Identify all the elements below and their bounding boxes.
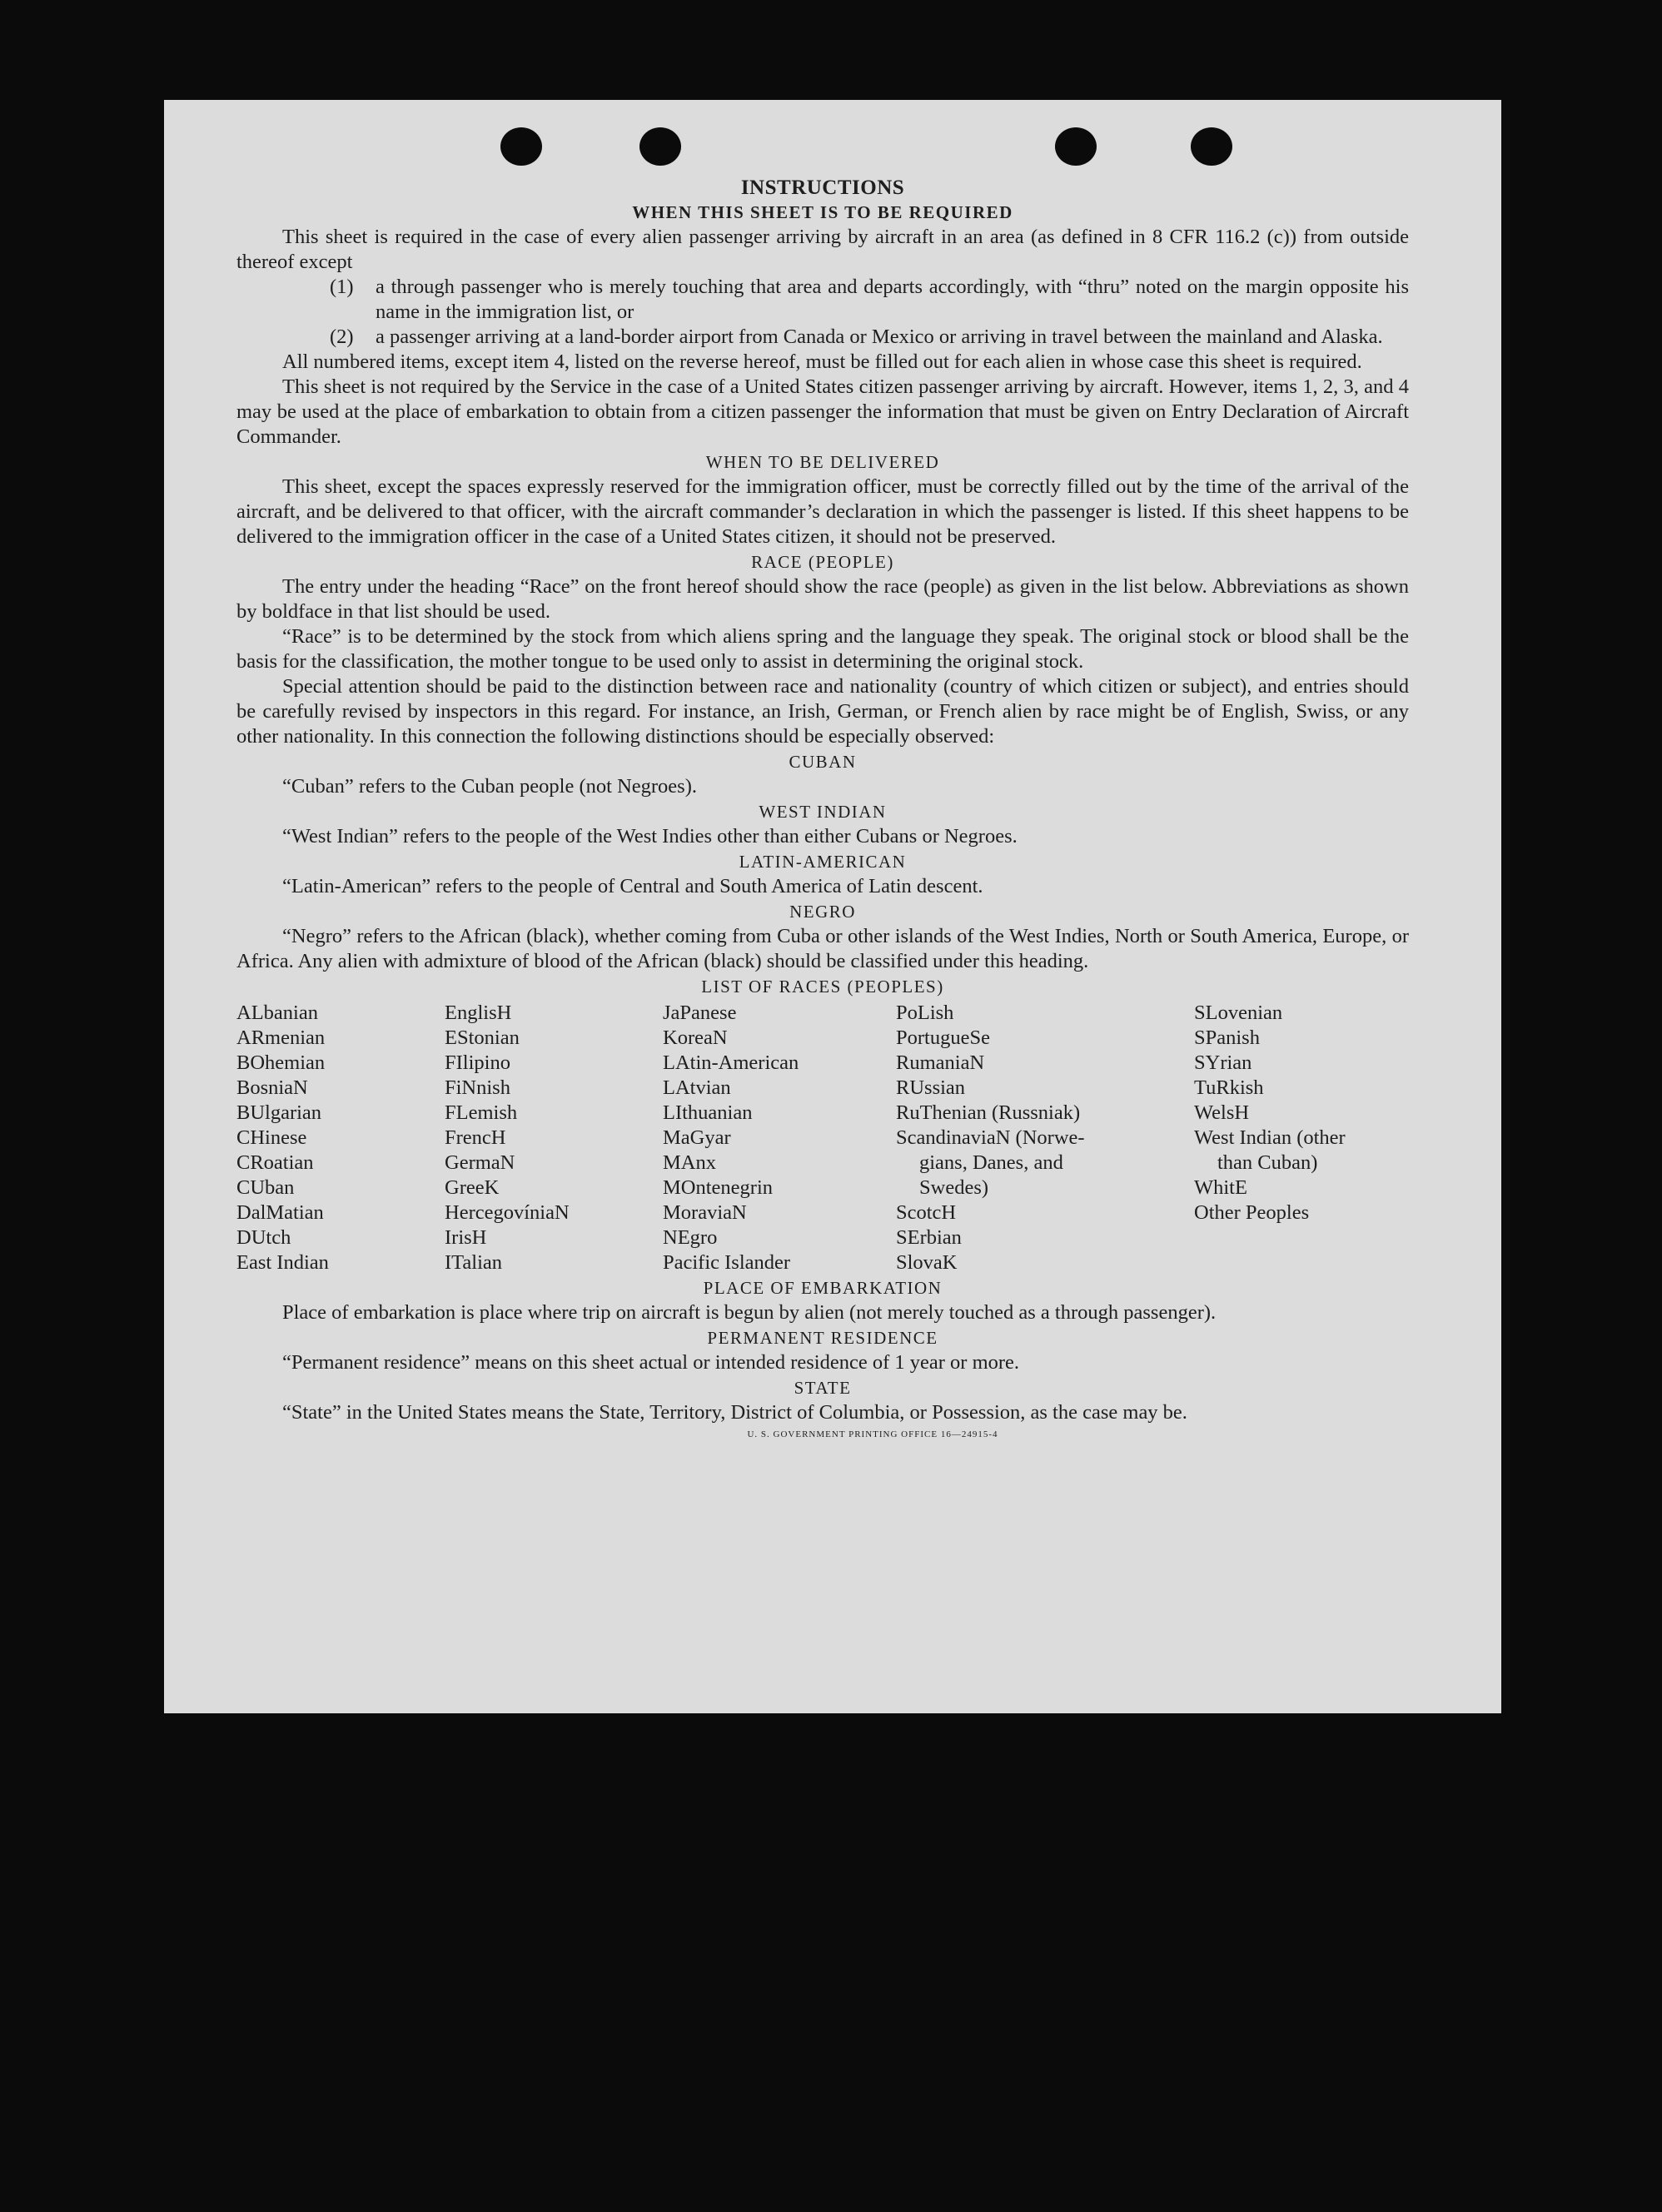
sheet-content [236, 176, 1409, 1444]
section-heading-negro: NEGRO [789, 902, 856, 922]
section-heading-race-list: LIST OF RACES (PEOPLES) [701, 977, 944, 997]
exception-text: a through passenger who is merely touching that area and departs accordingly, with “thru” noted on the margin opposite his name in the immigration list, or [376, 276, 1409, 323]
section-heading-residence: PERMANENT RESIDENCE [707, 1328, 938, 1348]
cuban-text: “Cuban” refers to the Cuban people (not Negroes). [282, 775, 697, 798]
race-item: RUssian [896, 1076, 966, 1099]
race-item: JaPanese [663, 1002, 737, 1024]
race-item: ALbanian [236, 1002, 318, 1024]
race-item: LIthuanian [663, 1101, 753, 1124]
race-item: CRoatian [236, 1151, 314, 1174]
race-item: RumaniaN [896, 1051, 985, 1074]
delivered-text: This sheet, except the spaces expressly reserved for the immigration officer, must be correctly filled out by the time of the arrival of the aircraft, and be delivered to that officer, with the aircraft commander’s declaration in which the passenger is listed. If this sheet happens to be delivered to the immigration officer in the case of a United States citizen, it should not be preserved. [236, 475, 1409, 548]
race-item: SErbian [896, 1226, 962, 1249]
race-item: NEgro [663, 1226, 718, 1249]
race-item: MOntenegrin [663, 1176, 773, 1199]
race-item: HercegovíniaN [445, 1201, 570, 1224]
race-item: PoLish [896, 1002, 954, 1024]
race-item: Other Peoples [1194, 1201, 1310, 1224]
race-item: West Indian (other [1194, 1126, 1346, 1149]
race-item: than Cuban) [1217, 1151, 1318, 1174]
exception-text: a passenger arriving at a land-border airport from Canada or Mexico or arriving in travel between the mainland and Alaska. [376, 326, 1383, 348]
race-item: MoraviaN [663, 1201, 747, 1224]
race-item: ITalian [445, 1251, 503, 1274]
race-item: SPanish [1194, 1026, 1260, 1049]
race-item: SLovenian [1194, 1002, 1283, 1024]
section-heading-state: STATE [794, 1378, 852, 1398]
printing-office-imprint: U. S. GOVERNMENT PRINTING OFFICE 16—24915-4 [747, 1429, 998, 1439]
race-para-1: The entry under the heading “Race” on the front hereof should show the race (people) as given in the list below. Abbreviations as shown by boldface in that list should be used. [236, 575, 1409, 623]
negro-text: “Negro” refers to the African (black), whether coming from Cuba or other islands of the West Indies, North or South America, Europe, or Africa. Any alien with admixture of blood of the African (black) should be classified under this heading. [236, 925, 1409, 972]
section-heading-delivered: WHEN TO BE DELIVERED [705, 452, 940, 472]
race-item: IrisH [445, 1226, 487, 1249]
required-para-2: All numbered items, except item 4, listed on the reverse hereof, must be filled out for each alien in whose case this sheet is required. [282, 350, 1362, 373]
race-item: RuThenian (Russniak) [896, 1101, 1081, 1124]
west-indian-text: “West Indian” refers to the people of the West Indies other than either Cubans or Negroes. [282, 825, 1018, 848]
race-item: gians, Danes, and [919, 1151, 1063, 1174]
punch-hole-icon [1191, 127, 1232, 166]
race-item: East Indian [236, 1251, 329, 1274]
page-title: INSTRUCTIONS [740, 176, 905, 199]
exception-item [236, 275, 1409, 325]
race-item: CUban [236, 1176, 295, 1199]
race-item: BOhemian [236, 1051, 326, 1074]
section-heading-cuban: CUBAN [789, 752, 857, 772]
race-item: FIlipino [445, 1051, 510, 1074]
race-para-3: Special attention should be paid to the distinction between race and nationality (country of which citizen or subject), and entries should be carefully revised by inspectors in this regard. For instance, an Irish, German, or French alien by race might be of English, Swiss, or any other nationality. In this connection the following distinctions should be especially observed: [236, 675, 1409, 748]
race-item: ScotcH [896, 1201, 957, 1224]
punch-hole-icon [1055, 127, 1097, 166]
instruction-sheet [164, 100, 1501, 1713]
residence-text: “Permanent residence” means on this sheet actual or intended residence of 1 year or more. [282, 1351, 1020, 1374]
race-item: GermaN [445, 1151, 515, 1174]
race-item: PortugueSe [896, 1026, 990, 1049]
latin-american-text: “Latin-American” refers to the people of Central and South America of Latin descent. [282, 875, 983, 897]
race-item: ScandinaviaN (Norwe- [896, 1126, 1085, 1149]
race-item: CHinese [236, 1126, 307, 1149]
race-item: GreeK [445, 1176, 500, 1199]
race-item: ARmenian [236, 1026, 326, 1049]
race-list-column [663, 1001, 896, 1275]
race-item: EnglisH [445, 1002, 512, 1024]
race-item: BosniaN [236, 1076, 308, 1099]
race-item: MaGyar [663, 1126, 731, 1149]
race-item: LAtin-American [663, 1051, 799, 1074]
race-item: FiNnish [445, 1076, 510, 1099]
race-item: FrencH [445, 1126, 506, 1149]
race-list-column [236, 1001, 445, 1275]
race-item: LAtvian [663, 1076, 731, 1099]
race-list-column [896, 1001, 1194, 1275]
race-item: MAnx [663, 1151, 716, 1174]
punch-hole-icon [639, 127, 681, 166]
section-heading-latin-american: LATIN-AMERICAN [739, 852, 907, 872]
exception-number: (1) [330, 276, 354, 298]
race-item: SlovaK [896, 1251, 958, 1274]
exception-item [236, 325, 1409, 350]
race-item: TuRkish [1194, 1076, 1264, 1099]
required-para-3: This sheet is not required by the Service in the case of a United States citizen passenger arriving by aircraft. However, items 1, 2, 3, and 4 may be used at the place of embarkation to obtain from a citizen passenger the information that must be given on Entry Declaration of Aircraft Commander. [236, 375, 1409, 448]
race-item: Pacific Islander [663, 1251, 791, 1274]
race-list-column [1194, 1001, 1406, 1275]
section-heading-west-indian: WEST INDIAN [759, 802, 887, 822]
race-list-column [445, 1001, 663, 1275]
race-item: BUlgarian [236, 1101, 322, 1124]
embarkation-text: Place of embarkation is place where trip on aircraft is begun by alien (not merely touched as a through passenger). [282, 1301, 1217, 1324]
exception-number: (2) [330, 326, 354, 348]
race-item: KoreaN [663, 1026, 728, 1049]
race-item: Swedes) [919, 1176, 989, 1199]
race-item: WhitE [1194, 1176, 1247, 1199]
race-item: WelsH [1194, 1101, 1250, 1124]
punch-hole-icon [500, 127, 542, 166]
race-list-table [236, 1001, 1409, 1275]
race-item: EStonian [445, 1026, 520, 1049]
section-heading-embarkation: PLACE OF EMBARKATION [703, 1278, 943, 1298]
race-item: FLemish [445, 1101, 518, 1124]
race-item: DalMatian [236, 1201, 324, 1224]
race-item: DUtch [236, 1226, 291, 1249]
required-intro: This sheet is required in the case of every alien passenger arriving by aircraft in an area (as defined in 8 CFR 116.2 (c)) from outside thereof except [236, 226, 1409, 273]
race-item: SYrian [1194, 1051, 1252, 1074]
race-para-2: “Race” is to be determined by the stock from which aliens spring and the language they speak. The original stock or blood shall be the basis for the classification, the mother tongue to be used only to assist in determining the original stock. [236, 625, 1409, 673]
section-heading-required: WHEN THIS SHEET IS TO BE REQUIRED [632, 202, 1013, 222]
section-heading-race: RACE (PEOPLE) [751, 552, 894, 572]
state-text: “State” in the United States means the State, Territory, District of Columbia, or Possession, as the case may be. [282, 1401, 1187, 1424]
